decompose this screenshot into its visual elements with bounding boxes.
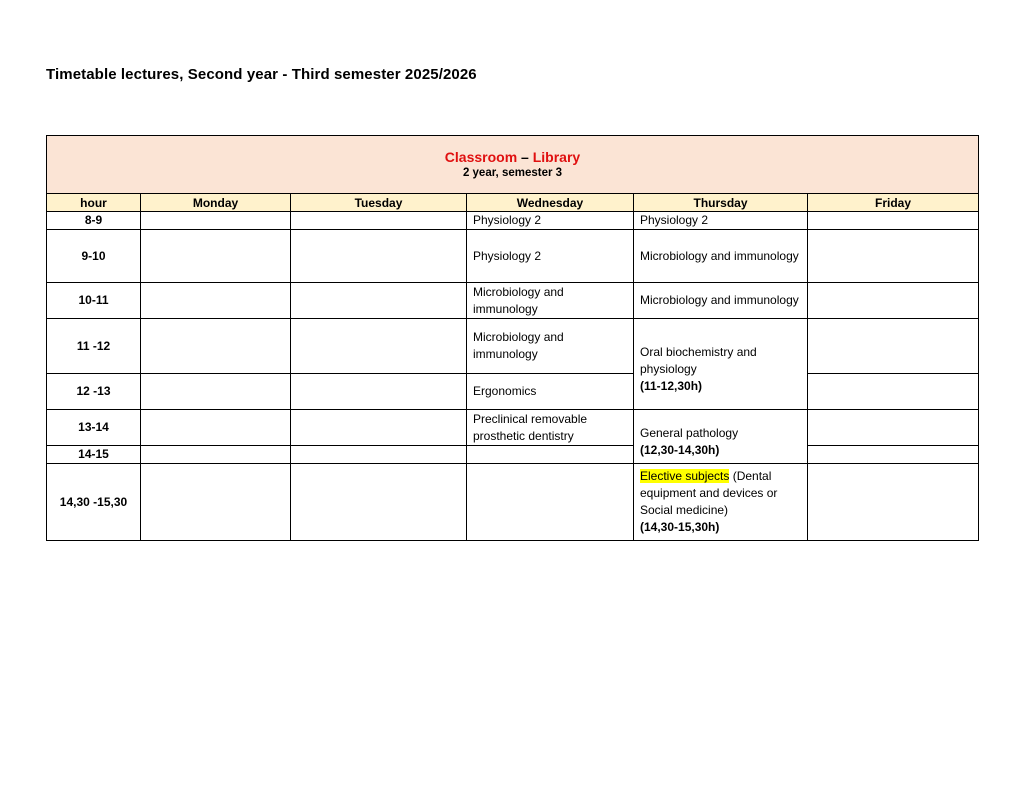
tuesday-cell	[291, 464, 467, 541]
wednesday-cell: Ergonomics	[467, 374, 634, 410]
wednesday-cell: Microbiology and immunology	[467, 319, 634, 374]
monday-cell	[141, 319, 291, 374]
col-header-friday: Friday	[808, 194, 979, 212]
hour-cell: 10-11	[47, 283, 141, 319]
wednesday-cell: Physiology 2	[467, 230, 634, 283]
thursday-cell: Physiology 2	[634, 212, 808, 230]
thursday-cell: Microbiology and immunology	[634, 283, 808, 319]
col-header-wednesday: Wednesday	[467, 194, 634, 212]
wednesday-cell: Physiology 2	[467, 212, 634, 230]
hour-cell: 11 -12	[47, 319, 141, 374]
library-label: Library	[532, 148, 581, 165]
hour-cell: 13-14	[47, 410, 141, 446]
hour-cell: 9-10	[47, 230, 141, 283]
elective-subjects-details: (Dental equipment and devices or Social medicine)	[640, 469, 778, 517]
table-row	[47, 446, 979, 464]
document-title: Timetable lectures, Second year - Third semester 2025/2026	[46, 66, 477, 83]
wednesday-cell	[467, 464, 634, 541]
monday-cell	[141, 230, 291, 283]
table-row	[47, 464, 979, 541]
course-time: (12,30-14,30h)	[640, 442, 720, 457]
classroom-title	[53, 145, 972, 166]
monday-cell	[141, 283, 291, 319]
col-header-tuesday: Tuesday	[291, 194, 467, 212]
tuesday-cell	[291, 374, 467, 410]
table-row	[47, 283, 979, 319]
timetable	[46, 135, 979, 541]
header-row	[47, 136, 979, 194]
friday-cell	[808, 446, 979, 464]
friday-cell	[808, 374, 979, 410]
friday-cell	[808, 410, 979, 446]
friday-cell	[808, 283, 979, 319]
friday-cell	[808, 230, 979, 283]
monday-cell	[141, 374, 291, 410]
tuesday-cell	[291, 283, 467, 319]
friday-cell	[808, 212, 979, 230]
tuesday-cell	[291, 410, 467, 446]
course-time: (11-12,30h)	[640, 378, 703, 393]
course-time: (14,30-15,30h)	[640, 520, 720, 534]
table-row	[47, 230, 979, 283]
tuesday-cell	[291, 319, 467, 374]
friday-cell	[808, 464, 979, 541]
thursday-cell-general-pathology	[634, 410, 808, 464]
elective-subjects-highlight: Elective subjects	[640, 469, 730, 483]
col-header-thursday: Thursday	[634, 194, 808, 212]
monday-cell	[141, 446, 291, 464]
thursday-cell-oral-biochemistry	[634, 319, 808, 410]
course-name: General pathology	[640, 425, 739, 440]
table-row	[47, 374, 979, 410]
wednesday-cell: Preclinical removable prosthetic dentistry	[467, 410, 634, 446]
table-row	[47, 319, 979, 374]
thursday-cell-elective	[634, 464, 808, 541]
year-semester-subtitle: 2 year, semester 3	[462, 166, 563, 179]
hour-cell: 12 -13	[47, 374, 141, 410]
wednesday-cell: Microbiology and immunology	[467, 283, 634, 319]
monday-cell	[141, 410, 291, 446]
day-header-row	[47, 194, 979, 212]
hour-cell: 14-15	[47, 446, 141, 464]
friday-cell	[808, 319, 979, 374]
classroom-label: Classroom	[444, 148, 518, 165]
col-header-hour: hour	[47, 194, 141, 212]
classroom-header	[47, 136, 979, 194]
hour-cell: 8-9	[47, 212, 141, 230]
tuesday-cell	[291, 230, 467, 283]
hour-cell: 14,30 -15,30	[47, 464, 141, 541]
col-header-monday: Monday	[141, 194, 291, 212]
title-dash: –	[517, 148, 533, 165]
monday-cell	[141, 464, 291, 541]
wednesday-cell	[467, 446, 634, 464]
monday-cell	[141, 212, 291, 230]
table-row	[47, 212, 979, 230]
tuesday-cell	[291, 212, 467, 230]
course-name: Oral biochemistry and physiology	[640, 344, 757, 376]
thursday-cell: Microbiology and immunology	[634, 230, 808, 283]
table-row	[47, 410, 979, 446]
tuesday-cell	[291, 446, 467, 464]
